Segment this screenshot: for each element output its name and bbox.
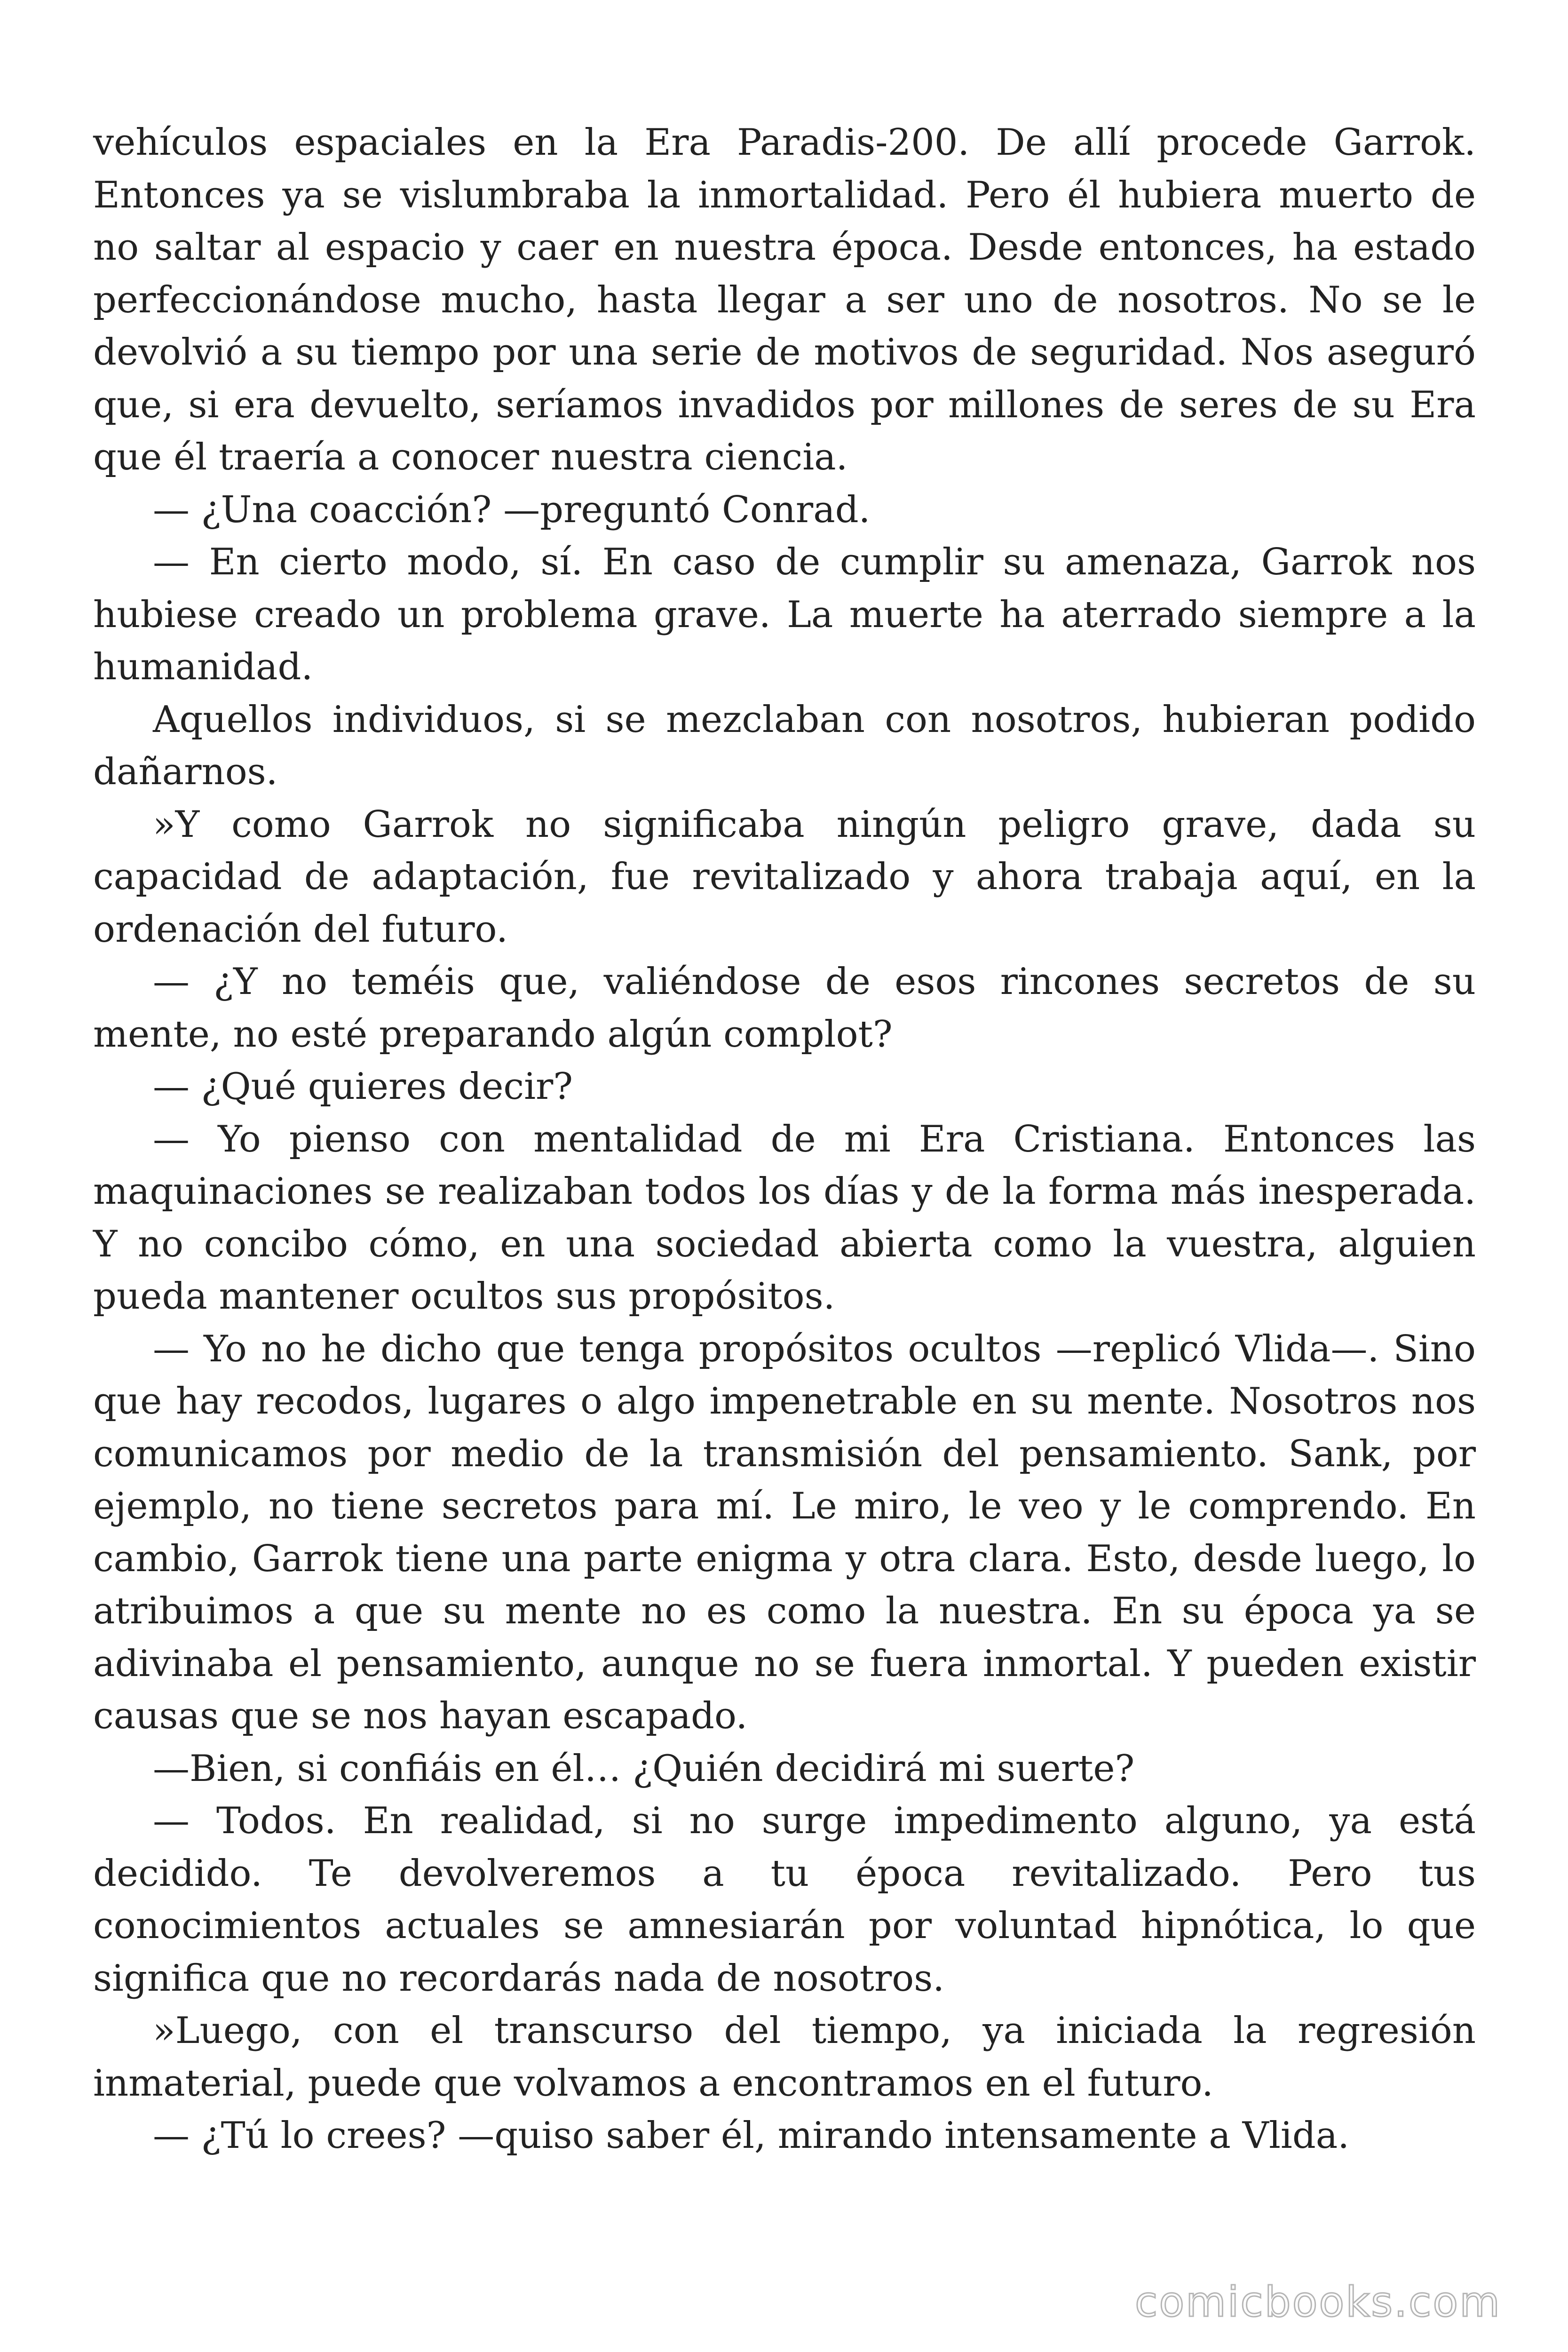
paragraph: —Bien, si confiáis en él… ¿Quién decidirá mi suerte? [153,1747,1135,1790]
paragraph: vehículos espaciales en la Era Paradis-200. De allí procede Garrok. Entonces ya se vislumbraba la inmortalidad. Pero él hubiera muerto de no saltar al espacio y caer en nuestra época. Desde entonces, ha estado perfeccionándose mucho, hasta llegar a ser uno de nosotros. No se le devolvió a su tiempo por una serie de motivos de seguridad. Nos aseguró que, si era devuelto, seríamos invadidos por millones de seres de su Era que él traería a conocer nuestra ciencia. [93,121,1476,478]
paragraph: — ¿Qué quieres decir? [153,1065,573,1108]
paragraph: — Todos. En realidad, si no surge impedimento alguno, ya está decidido. Te devolveremos a tu época revitalizado. Pero tus conocimientos actuales se amnesiarán por voluntad hipnótica, lo que significa que no recordarás nada de nosotros. [93,1800,1476,2000]
page-text [93,117,1476,2162]
paragraph: — En cierto modo, sí. En caso de cumplir su amenaza, Garrok nos hubiese creado un problema grave. La muerte ha aterrado siempre a la humanidad. [93,541,1476,688]
paragraph: — ¿Una coacción? —preguntó Conrad. [153,488,871,531]
paragraph: Aquellos individuos, si se mezclaban con nosotros, hubieran podido dañarnos. [93,698,1476,793]
paragraph: — Yo no he dicho que tenga propósitos ocultos —replicó Vlida—. Sino que hay recodos, lugares o algo impenetrable en su mente. Nosotros nos comunicamos por medio de la transmisión del pensamiento. Sank, por ejemplo, no tiene secretos para mí. Le miro, le veo y le comprendo. En cambio, Garrok tiene una parte enigma y otra clara. Esto, desde luego, lo atribuimos a que su mente no es como la nuestra. En su época ya se adivinaba el pensamiento, aunque no se fuera inmortal. Y pueden existir causas que se nos hayan escapado. [93,1327,1476,1737]
paragraph: »Luego, con el transcurso del tiempo, ya iniciada la regresión inmaterial, puede que volvamos a encontramos en el futuro. [93,2010,1476,2105]
paragraph: — ¿Y no teméis que, valiéndose de esos rincones secretos de su mente, no esté preparando algún complot? [93,961,1476,1056]
paragraph: — ¿Tú lo crees? —quiso saber él, mirando intensamente a Vlida. [153,2114,1350,2157]
paragraph: — Yo pienso con mentalidad de mi Era Cristiana. Entonces las maquinaciones se realizaban todos los días y de la forma más inesperada. Y no concibo cómo, en una sociedad abierta como la vuestra, alguien pueda mantener ocultos sus propósitos. [93,1118,1476,1318]
paragraph: »Y como Garrok no significaba ningún peligro grave, dada su capacidad de adaptación, fue revitalizado y ahora trabaja aquí, en la ordenación del futuro. [93,803,1476,951]
watermark: comicbooks.com [1134,2278,1501,2326]
